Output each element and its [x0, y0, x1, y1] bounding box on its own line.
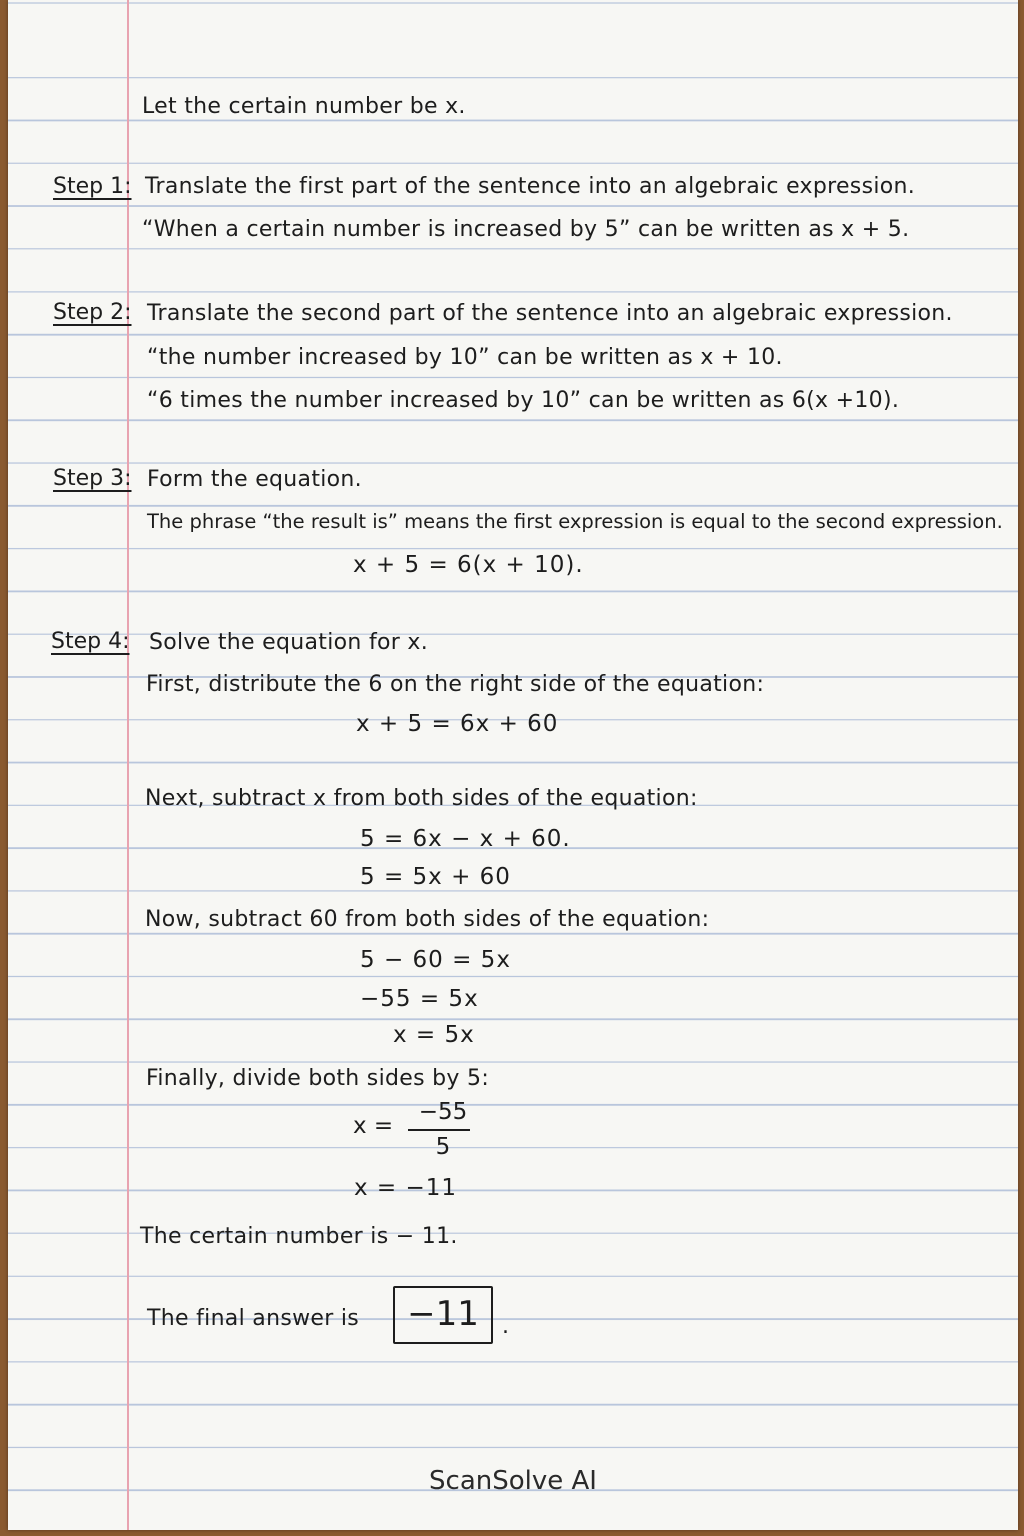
step-2-line-2: “the number increased by 10” can be written as x + 10. [147, 345, 783, 370]
subtract-60-text: Now, subtract 60 from both sides of the equation: [145, 907, 710, 932]
brand-watermark: ScanSolve AI [429, 1466, 597, 1496]
fraction-numerator: −55 [418, 1099, 468, 1125]
equation-1: x + 5 = 6x + 60 [356, 711, 559, 737]
step-1-line-2: “When a certain number is increased by 5” can be written as x + 5. [142, 217, 910, 242]
intro-text: Let the certain number be x. [142, 94, 466, 119]
step-1-label: Step 1: [53, 174, 132, 199]
equation-3: 5 = 5x + 60 [360, 864, 511, 890]
step-4-label: Step 4: [51, 629, 130, 654]
equation-5: −55 = 5x [360, 986, 479, 1012]
conclusion-text: The certain number is − 11. [140, 1224, 458, 1249]
step-4-line-1: Solve the equation for x. [149, 630, 428, 655]
final-period: . [502, 1314, 509, 1339]
fraction-denominator: 5 [435, 1134, 451, 1160]
equation-4: 5 − 60 = 5x [360, 947, 511, 973]
equation-6: x = 5x [393, 1022, 475, 1048]
fraction-bar [408, 1129, 470, 1131]
margin-line [127, 0, 129, 1530]
step-3-label: Step 3: [53, 466, 132, 491]
step-2-line-1: Translate the second part of the sentence into an algebraic expression. [147, 301, 953, 326]
divide-text: Finally, divide both sides by 5: [146, 1066, 490, 1091]
final-answer-text: The final answer is [147, 1306, 360, 1331]
step-3-line-1: Form the equation. [147, 467, 362, 492]
step-2-line-3: “6 times the number increased by 10” can be written as 6(x +10). [147, 388, 900, 413]
notebook-page [8, 0, 1018, 1530]
step-3-line-2: The phrase “the result is” means the first expression is equal to the second expression. [147, 510, 1003, 533]
subtract-x-text: Next, subtract x from both sides of the equation: [145, 786, 698, 811]
step-1-line-1: Translate the first part of the sentence into an algebraic expression. [145, 174, 916, 199]
fraction-lhs: x = [353, 1113, 394, 1139]
distribute-text: First, distribute the 6 on the right side of the equation: [146, 672, 765, 697]
step-3-equation: x + 5 = 6(x + 10). [353, 552, 584, 578]
equation-2: 5 = 6x − x + 60. [360, 826, 571, 852]
step-2-label: Step 2: [53, 300, 132, 325]
final-answer-box: −11 [393, 1286, 493, 1344]
equation-7: x = −11 [354, 1175, 458, 1201]
